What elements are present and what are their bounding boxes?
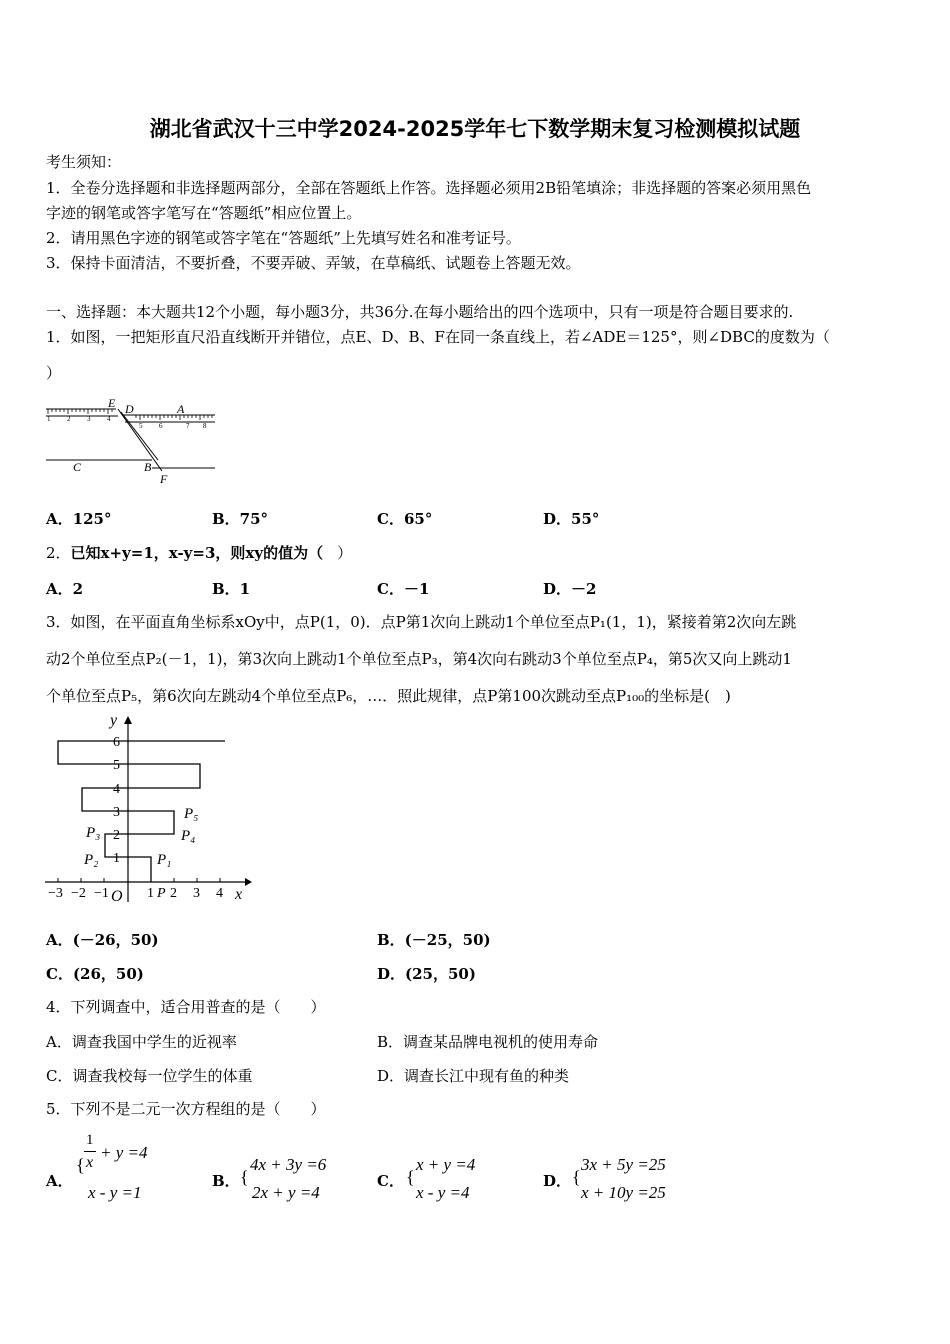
x-tick: 3 bbox=[193, 886, 200, 901]
q3-option-d[interactable]: D．(25，50) bbox=[377, 965, 476, 983]
q1-option-b[interactable]: B．75° bbox=[212, 510, 269, 528]
x-tick: 4 bbox=[216, 886, 223, 901]
origin-label: O bbox=[111, 888, 123, 905]
q4-option-b[interactable]: B．调查某品牌电视机的使用寿命 bbox=[377, 1033, 599, 1051]
q2-stem: 已知x+y=1，x-y=3，则xy的值为（ bbox=[70, 544, 324, 562]
q5-option-d-label[interactable]: D． bbox=[543, 1172, 572, 1190]
q1-option-a[interactable]: A．125° bbox=[46, 510, 112, 528]
label-C: C bbox=[73, 460, 82, 474]
q3-option-a[interactable]: A．(－26，50) bbox=[46, 931, 159, 949]
q1-option-d[interactable]: D．55° bbox=[543, 510, 600, 528]
q3-stem-1: 3．如图，在平面直角坐标系xOy中，点P(1，0)．点P第1次向上跳动1个单位至点P₁(1，1)，紧接着第2次向左跳 bbox=[46, 613, 797, 631]
brace-a: { bbox=[76, 1155, 85, 1175]
eq-a1-rest: + y =4 bbox=[100, 1143, 148, 1162]
frac-num: 1 bbox=[86, 1132, 94, 1148]
eq-b2: 2x + y =4 bbox=[252, 1183, 320, 1202]
label-E: E bbox=[108, 396, 116, 410]
y-tick: 4 bbox=[113, 782, 120, 797]
label-F: F bbox=[160, 472, 168, 486]
eq-a2: x - y =1 bbox=[88, 1183, 142, 1202]
q2-number: 2． bbox=[46, 544, 71, 562]
tick-label: 5 bbox=[139, 422, 143, 430]
tick-label: 6 bbox=[159, 422, 163, 430]
frac-den: x bbox=[86, 1154, 94, 1171]
q3-option-b[interactable]: B．(－25，50) bbox=[377, 931, 491, 949]
q5-option-b-label[interactable]: B． bbox=[212, 1172, 240, 1190]
y-tick: 2 bbox=[113, 828, 120, 843]
label-D: D bbox=[125, 402, 134, 416]
q1-ruler-figure bbox=[40, 395, 230, 490]
q4-stem: 4．下列调查中，适合用普查的是（ ） bbox=[46, 998, 326, 1016]
y-tick: 5 bbox=[113, 758, 120, 773]
brace-d: { bbox=[572, 1167, 581, 1187]
x-tick: 1 bbox=[147, 886, 154, 901]
q1-stem-end: ） bbox=[46, 364, 62, 382]
notice-item-3: 3．保持卡面清洁，不要折叠，不要弄破、弄皱，在草稿纸、试题卷上答题无效。 bbox=[46, 254, 581, 272]
q4-option-d[interactable]: D．调查长江中现有鱼的种类 bbox=[377, 1067, 570, 1085]
point-P3: P₃ bbox=[86, 825, 101, 841]
x-tick: −2 bbox=[71, 886, 86, 901]
y-tick: 1 bbox=[113, 851, 120, 866]
point-P2: P₂ bbox=[84, 852, 99, 868]
q3-coordinate-figure bbox=[40, 712, 255, 907]
tick-label: 8 bbox=[203, 422, 207, 430]
y-axis-label: y bbox=[110, 712, 118, 729]
q1-option-c[interactable]: C．65° bbox=[377, 510, 433, 528]
notice-item-1-cont: 字迹的钢笔或答字笔写在“答题纸”相应位置上。 bbox=[46, 204, 362, 222]
tick-label: 4 bbox=[107, 415, 111, 423]
x-tick: −1 bbox=[94, 886, 109, 901]
q5-stem: 5．下列不是二元一次方程组的是（ ） bbox=[46, 1100, 326, 1118]
q4-option-c[interactable]: C．调查我校每一位学生的体重 bbox=[46, 1067, 253, 1085]
label-A: A bbox=[177, 402, 185, 416]
label-B: B bbox=[144, 460, 152, 474]
q2-stem-end: ） bbox=[337, 544, 353, 562]
q2-option-a[interactable]: A．2 bbox=[46, 580, 84, 598]
page-title: 湖北省武汉十三中学2024-2025学年七下数学期末复习检测模拟试题 bbox=[149, 117, 801, 141]
tick-label: 7 bbox=[186, 422, 190, 430]
eq-c2: x - y =4 bbox=[416, 1183, 470, 1202]
x-axis-label: x bbox=[235, 886, 243, 903]
q3-stem-3: 个单位至点P₅，第6次向左跳动4个单位至点P₆，…．照此规律，点P第100次跳动至点P₁₀₀的坐标是( ) bbox=[46, 687, 731, 705]
point-P5: P₅ bbox=[184, 806, 199, 822]
section-heading: 一、选择题：本大题共12个小题，每小题3分，共36分.在每小题给出的四个选项中，只有一项是符合题目要求的. bbox=[46, 303, 794, 321]
eq-d2: x + 10y =25 bbox=[581, 1183, 666, 1202]
tick-label: 1 bbox=[47, 415, 51, 423]
eq-c1: x + y =4 bbox=[416, 1155, 476, 1174]
q2-option-c[interactable]: C．－1 bbox=[377, 580, 430, 598]
notice-item-2: 2．请用黑色字迹的钢笔或答字笔在“答题纸”上先填写姓名和准考证号。 bbox=[46, 229, 521, 247]
brace-c: { bbox=[406, 1167, 415, 1187]
q5-option-c-label[interactable]: C． bbox=[377, 1172, 404, 1190]
tick-label: 3 bbox=[87, 415, 91, 423]
q3-option-c[interactable]: C．(26，50) bbox=[46, 965, 144, 983]
x-tick: −3 bbox=[48, 886, 63, 901]
brace-b: { bbox=[240, 1167, 249, 1187]
point-P4: P₄ bbox=[181, 828, 196, 844]
q2-option-b[interactable]: B．1 bbox=[212, 580, 251, 598]
eq-d1: 3x + 5y =25 bbox=[581, 1155, 666, 1174]
q5-option-a-label[interactable]: A． bbox=[46, 1172, 73, 1190]
y-tick: 3 bbox=[113, 805, 120, 820]
q2-option-d[interactable]: D．－2 bbox=[543, 580, 597, 598]
notice-heading: 考生须知： bbox=[46, 153, 122, 171]
q2-stem-line bbox=[46, 542, 352, 563]
point-P: P bbox=[157, 886, 166, 901]
point-P1: P₁ bbox=[157, 852, 172, 868]
y-tick: 6 bbox=[113, 735, 120, 750]
tick-label: 2 bbox=[67, 415, 71, 423]
q3-stem-2: 动2个单位至点P₂(－1，1)，第3次向上跳动1个单位至点P₃，第4次向右跳动3个单位至点P₄，第5次又向上跳动1 bbox=[46, 650, 792, 668]
q4-option-a[interactable]: A．调查我国中学生的近视率 bbox=[46, 1033, 237, 1051]
q1-stem: 1．如图，一把矩形直尺沿直线断开并错位，点E、D、B、F在同一条直线上，若∠ADE＝125°，则∠DBC的度数为（ bbox=[46, 328, 830, 346]
notice-item-1: 1．全卷分选择题和非选择题两部分，全部在答题纸上作答。选择题必须用2B铅笔填涂；非选择题的答案必须用黑色 bbox=[46, 179, 812, 197]
frac-bar bbox=[84, 1151, 96, 1152]
eq-b1: 4x + 3y =6 bbox=[250, 1155, 327, 1174]
x-tick: 2 bbox=[170, 886, 177, 901]
